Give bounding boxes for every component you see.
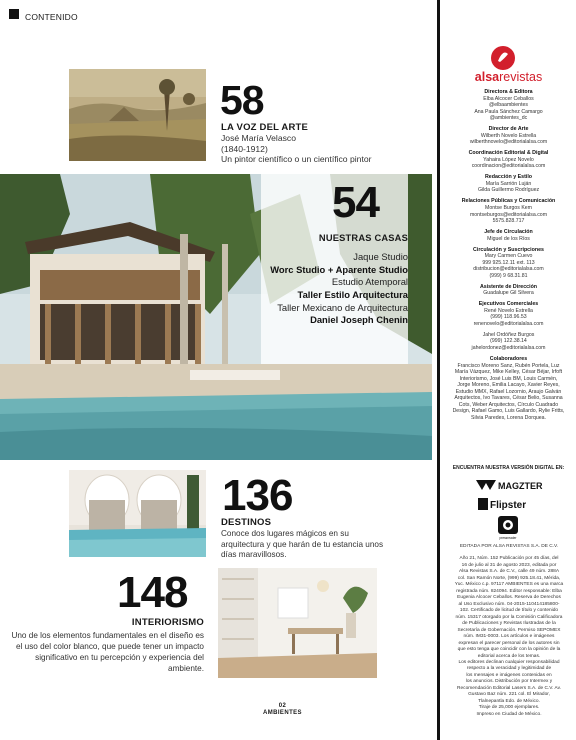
credit-block: Redacción y Estilo María Sarrión Luján Gilda Guillermo Rodríguez — [477, 174, 540, 194]
item-title: INTERIORISMO — [131, 617, 204, 628]
item-number: 148 — [117, 568, 188, 617]
magzter-label: MAGZTER — [498, 481, 543, 491]
legal-line: los anuncios. Distribución por Intermex y — [465, 679, 553, 685]
studio-name: Estudio Atemporal — [331, 276, 408, 288]
studio-name: Taller Estilo Arquitectura — [297, 289, 408, 301]
page-footer — [263, 703, 302, 717]
legal-line: editorial acerca de los temas. — [477, 653, 541, 659]
legal-line: Año 21, Núm. 152 Publicación por 45 días, del — [459, 556, 559, 562]
credit-block: Relaciones Públicas y Comunicación Montse Burgos Kem montseburgos@editorialalsa.com 5575.828.717 — [461, 198, 556, 225]
item-description: Uno de los elementos fundamentales en el diseño es el uso del color blanco, que puede tener un impacto significativo en tu percepción y experiencia del ambiente. — [11, 631, 204, 673]
legal-line: núm. 15317 otorgado por la Comisión Calificadora — [455, 614, 563, 620]
item-description: Conoce dos lugares mágicos en su arquitectura y que harán de tu estancia unos días maravillosos. — [221, 529, 384, 560]
studio-name: Jaque Studio — [353, 251, 408, 262]
section-label: CONTENIDO — [25, 12, 78, 22]
legal-line: Secretaría de Gobernación. Permiso SEPOMEX — [457, 627, 561, 633]
credit-block: Jahel Ordóñez Burgos (999) 122.38.14 jahelordonez@editorialalsa.com — [471, 331, 546, 351]
alsa-logo-icon — [488, 44, 518, 72]
legal-line: col. San Ramón Norte, (999) 925.18.41, Mérida, — [457, 575, 561, 581]
corner-mark — [9, 9, 19, 19]
legal-line: Alsa Revistas S.A. de C.V., calle 49 núm. 288A — [458, 569, 560, 575]
legal-line: de Publicaciones y Revistas Ilustradas de la — [462, 621, 556, 627]
item-number: 136 — [222, 471, 293, 520]
studio-name: Worc Studio + Aparente Studio — [270, 263, 408, 275]
interior-photo — [218, 568, 377, 678]
brand-name-b: revistas — [499, 70, 543, 84]
flipster-logo-icon[interactable] — [474, 496, 544, 512]
legal-line: registrada núm. 824094. Editor responsable: Elba — [456, 588, 562, 594]
brand-logo — [441, 70, 576, 84]
legal-line: Yuc. México c.p. 97117 AMBIENTES es una marca — [454, 582, 564, 588]
legal-line: núm. IM31-0003. Los artículos e imágenes — [463, 634, 555, 640]
legal-text — [450, 544, 568, 718]
item-description — [221, 133, 371, 165]
legal-line: los mensajes e imágenes contenidas en — [466, 672, 552, 678]
credit-block: Directora & Editora Elba Alcocer Ceballos @elbaambientes Ana Paula Sánchez Camargo @ambientes_dc — [474, 89, 543, 122]
legal-line: Eugenia Alcocer Ceballos. Reserva de Derechos — [457, 595, 561, 601]
brand-name-a: alsa — [474, 70, 500, 84]
magazine-name: AMBIENTES — [263, 710, 302, 717]
legal-line: expresan el parecer personal de los autores sin — [458, 640, 560, 646]
credit-block: Asistente de Dirección Guadalupe Gil Silvera — [479, 283, 538, 297]
legal-line: Tiraje de 25,000 ejemplares. — [478, 705, 540, 711]
legal-line: Tlalnepantla Edo. de México. — [478, 698, 540, 704]
credits — [441, 89, 576, 426]
destination-photo — [69, 470, 206, 557]
column-divider — [437, 0, 440, 740]
painting-photo — [69, 69, 206, 161]
credit-block: Circulación y Suscripciones Mary Carmen Cuevo 999 925.12.11 ext. 113 distribucion@editorialalsa.com (999) 9 68.31.81 — [473, 246, 544, 279]
credit-block: Ejecutivos Comerciales René Novelo Estrella (999) 118.96.53 renenovelo@editorialalsa.com — [473, 301, 544, 327]
pressreader-label: pressreader — [499, 536, 517, 540]
credit-block: Jefe de Circulación Miguel de los Ríos — [484, 229, 533, 242]
magzter-logo-icon[interactable] — [474, 477, 544, 493]
item-number: 58 — [220, 77, 264, 123]
credit-block: Colaboradores Francisco Moreno Sanz, Rubén Portela, Luz María Vázquez, Mike Kelley, César Béjar, Irfoft Interiorismo, José Luis BM, Louis Carmén, Jorge Moreno, Emilia Lacayo, Xavier Reyes, Estudio MMX, Rafael Lozornio, Araujo Galván Arquitectos, Ivo Tavares, César Belio, Susanna Cots, Weber Arquitectos, Círculo Cuadrado Design, Rafael Gamo, Luis Gallardo, Rylie Fritts, Silvia Paredes, Lorena Dorquea. — [452, 355, 565, 421]
item-title: NUESTRAS CASAS — [318, 233, 408, 243]
description-line: Un pintor científico o un científico pintor — [221, 154, 372, 165]
studio-list — [270, 251, 408, 327]
studio-name: Taller Mexicano de Arquitectura — [277, 301, 408, 313]
item-title: LA VOZ DEL ARTE — [221, 122, 309, 133]
credit-block: Coordinación Editorial & Digital Yahaira López Novelo coordinacion@editorialalsa.com — [468, 150, 549, 170]
pressreader-logo-icon[interactable] — [495, 514, 521, 540]
legal-line: 16 de julio al 31 de agosto 2023, editada por — [461, 562, 557, 568]
legal-line: Los editores declinan cualquier responsabilidad — [458, 659, 560, 665]
digital-title: ENCUENTRA NUESTRA VERSIÓN DIGITAL EN: — [452, 465, 565, 471]
legal-line: Recomendación Editorial Lasers S.A. de C.V. Av. — [457, 685, 561, 691]
legal-heading: EDITADA POR ALSA REVISTAS S.A. DE C.V. — [459, 544, 559, 549]
flipster-label: Flipster — [490, 500, 527, 511]
description-line: José María Velasco — [221, 133, 296, 143]
credit-block: Director de Arte Wilberth Novelo Estrella wilberthnovelo@editorialalsa.com — [469, 126, 548, 146]
legal-line: al Uso Exclusivo núm. 04-2015-110414185800- — [458, 601, 560, 607]
item-title: DESTINOS — [221, 517, 272, 528]
item-number: 54 — [332, 178, 379, 227]
studio-name: Daniel Joseph Chenin — [310, 314, 408, 326]
legal-line: 102. Certificado de licitud de título y contenido — [459, 608, 559, 614]
description-line: (1840-1912) — [221, 143, 268, 154]
page-number: 02 — [278, 703, 287, 709]
legal-line: que esto tenga que coincidir con la opinión de la — [457, 647, 561, 653]
legal-line: respecto a la veracidad y legitimidad de — [466, 666, 552, 672]
legal-line: Gustavo Baz núm. 221 col. El Mirador, — [468, 692, 550, 698]
legal-line: Impreso en Ciudad de México. — [476, 711, 542, 717]
